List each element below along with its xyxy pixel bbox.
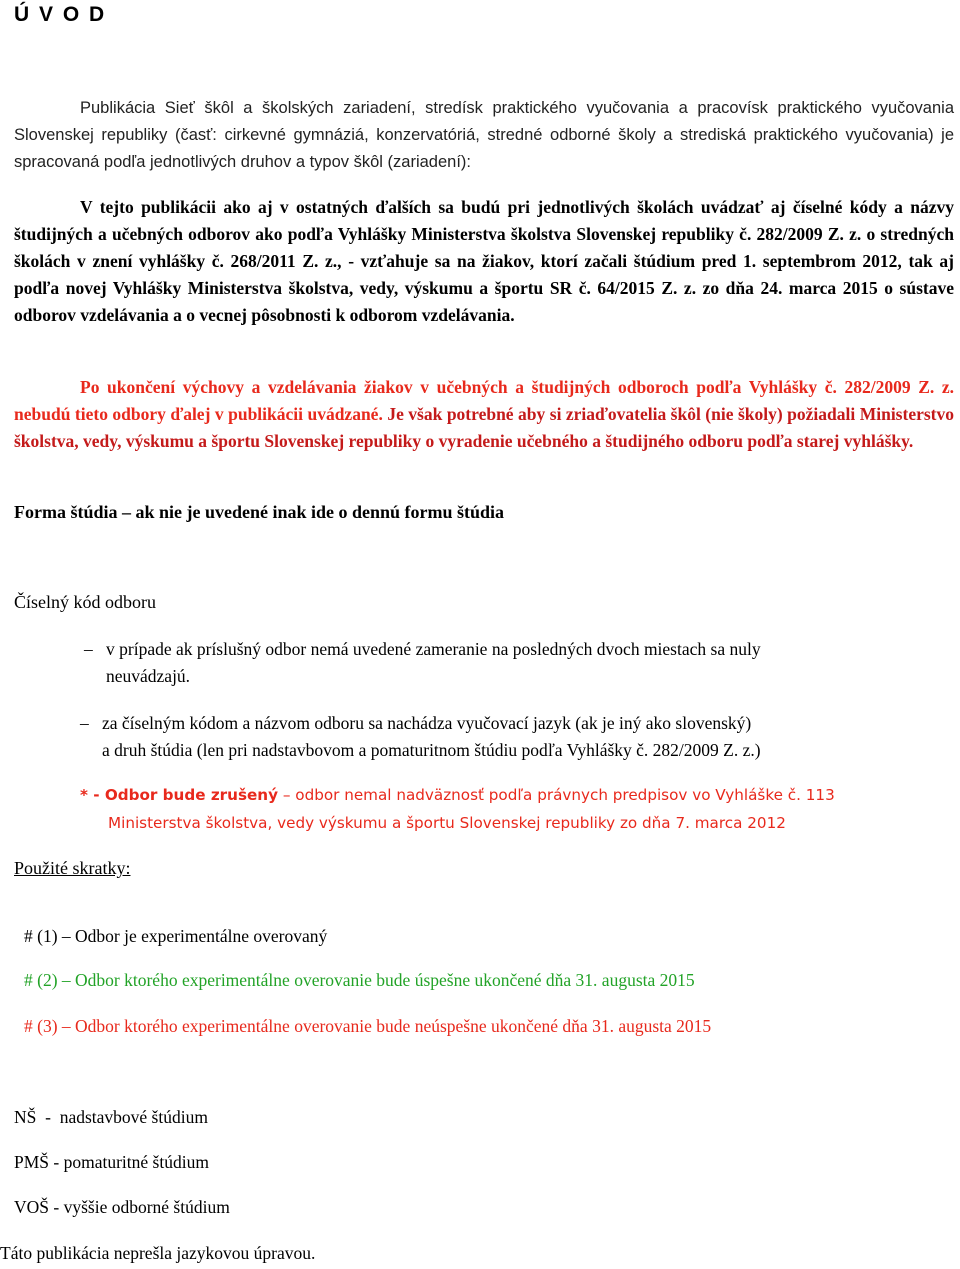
abbreviation-vos: VOŠ - vyššie odborné štúdium	[14, 1197, 230, 1217]
kod-item-1-line1: v prípade ak príslušný odbor nemá uvedené zameranie na posledných dvoch miestach sa nuly	[106, 639, 761, 659]
zruseny-note-line1	[80, 781, 940, 809]
zruseny-note-line2: Ministerstva školstva, vedy výskumu a športu Slovenskej republiky zo dňa 7. marca 2012	[108, 814, 786, 832]
abbreviation-ns: NŠ - nadstavbové štúdium	[14, 1107, 208, 1127]
notice-part-2: Je však potrebné aby si zriaďovatelia škôl (nie školy) požiadali Ministerstvo školstva, vedy, výskumu a športu Slovenskej republiky o vyradenie učebného a študijného odboru podľa starej vyhlášky.	[14, 404, 954, 451]
codes-paragraph: V tejto publikácii ako aj v ostatných ďalších sa budú pri jednotlivých školách uvádzať aj číselné kódy a názvy študijných a učebných odborov ako podľa Vyhlášky Ministerstva školstva Slovenskej republiky č. 282/2009 Z. z. o stredných školách v znení vyhlášky č. 268/2011 Z. z., - vzťahuje sa na žiakov, ktorí začali štúdium pred 1. septembrom 2012, tak aj podľa novej Vyhlášky Ministerstva školstva, vedy, výskumu a športu SR č. 64/2015 Z. z. zo dňa 24. marca 2015 o sústave odborov vzdelávania a o vecnej pôsobnosti k odborom vzdelávania.	[14, 197, 954, 325]
notice-part-1: Po ukončení výchovy a vzdelávania žiakov v učebných a študijných odboroch podľa Vyhlášky č. 282/2009 Z. z. nebudú tieto odbory ďalej v publikácii uvádzané.	[14, 377, 954, 424]
experiment-item-1: # (1) – Odbor je experimentálne overovaný	[24, 926, 328, 946]
kod-item-2	[80, 710, 900, 764]
zruseny-marker: * - Odbor bude zrušený	[80, 786, 279, 804]
abbreviation-pms: PMŠ - pomaturitné štúdium	[14, 1152, 209, 1172]
forma-heading: Forma štúdia – ak nie je uvedené inak ide o dennú formu štúdia	[14, 502, 505, 522]
intro-paragraph: Publikácia Sieť škôl a školských zariadení, stredísk praktického vyučovania a pracovísk praktického vyučovania Slovenskej republiky (časť: cirkevné gymnáziá, konzervatóriá, stredné odborné školy a strediská praktického vyučovania) je spracovaná podľa jednotlivých druhov a typov škôl (zariadení):	[14, 99, 954, 171]
skratky-heading: Použité skratky:	[14, 858, 131, 878]
page-title: Ú V O D	[14, 3, 107, 26]
kod-item-1	[84, 636, 884, 690]
footer-note: Táto publikácia neprešla jazykovou úpravou.	[0, 1243, 316, 1263]
experiment-item-3: # (3) – Odbor ktorého experimentálne overovanie bude neúspešne ukončené dňa 31. augusta 2015	[24, 1016, 712, 1036]
kod-heading: Číselný kód odboru	[14, 592, 156, 612]
experiment-item-2: # (2) – Odbor ktorého experimentálne overovanie bude úspešne ukončené dňa 31. augusta 2015	[24, 970, 695, 990]
zruseny-text-1: – odbor nemal nadväznosť podľa právnych predpisov vo Vyhláške č. 113	[278, 786, 835, 804]
notice-paragraph	[14, 374, 954, 455]
kod-item-2-line1: za číselným kódom a názvom odboru sa nachádza vyučovací jazyk (ak je iný ako slovenský)	[102, 713, 752, 733]
kod-item-2-line2: a druh štúdia (len pri nadstavbovom a pomaturitnom štúdiu podľa Vyhlášky č. 282/2009 Z. z.)	[102, 740, 761, 760]
dash-marker: –	[84, 639, 93, 659]
dash-marker: –	[80, 713, 89, 733]
kod-item-1-line2: neuvádzajú.	[106, 666, 191, 686]
